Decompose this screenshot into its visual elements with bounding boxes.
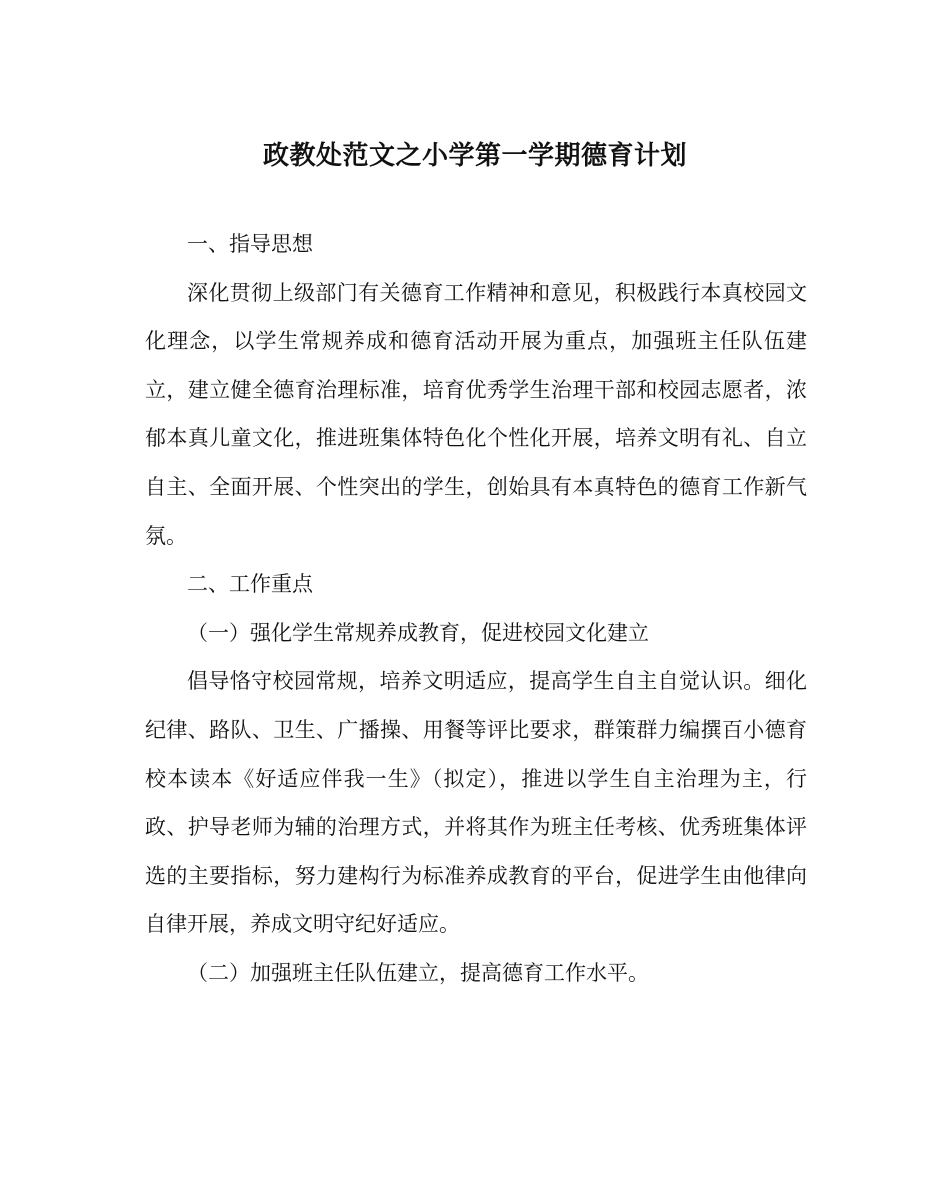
paragraph-routine-education: 倡导恪守校园常规，培养文明适应，提高学生自主自觉认识。细化纪律、路队、卫生、广播操、用餐等评比要求，群策群力编撰百小德育校本读本《好适应伴我一生》（拟定），推进以学生自主治理为主，行政、护导老师为辅的治理方式，并将其作为班主任考核、优秀班集体评选的主要指标，努力建构行为标准养成教育的平台，促进学生由他律向自律开展，养成文明守纪好适应。	[145, 669, 807, 937]
subheading-head-teacher-team: （二）加强班主任队伍建立，提高德育工作水平。	[187, 960, 649, 985]
section-heading-guiding-ideology: 一、指导思想	[187, 232, 313, 256]
subheading-routine-education: （一）强化学生常规养成教育，促进校园文化建立	[187, 620, 649, 645]
section-heading-work-focus: 二、工作重点	[187, 572, 313, 597]
paragraph-guiding-ideology: 深化贯彻上级部门有关德育工作精神和意见，积极践行本真校园文化理念，以学生常规养成和德育活动开展为重点，加强班主任队伍建立，建立健全德育治理标准，培育优秀学生治理干部和校园志愿者，浓郁本真儿童文化，推进班集体特色化个性化开展，培养文明有礼、自立自主、全面开展、个性突出的学生，创始具有本真特色的德育工作新气氛。	[145, 280, 807, 548]
document-title: 政教处范文之小学第一学期德育计划	[262, 141, 687, 171]
document-body	[145, 220, 807, 998]
